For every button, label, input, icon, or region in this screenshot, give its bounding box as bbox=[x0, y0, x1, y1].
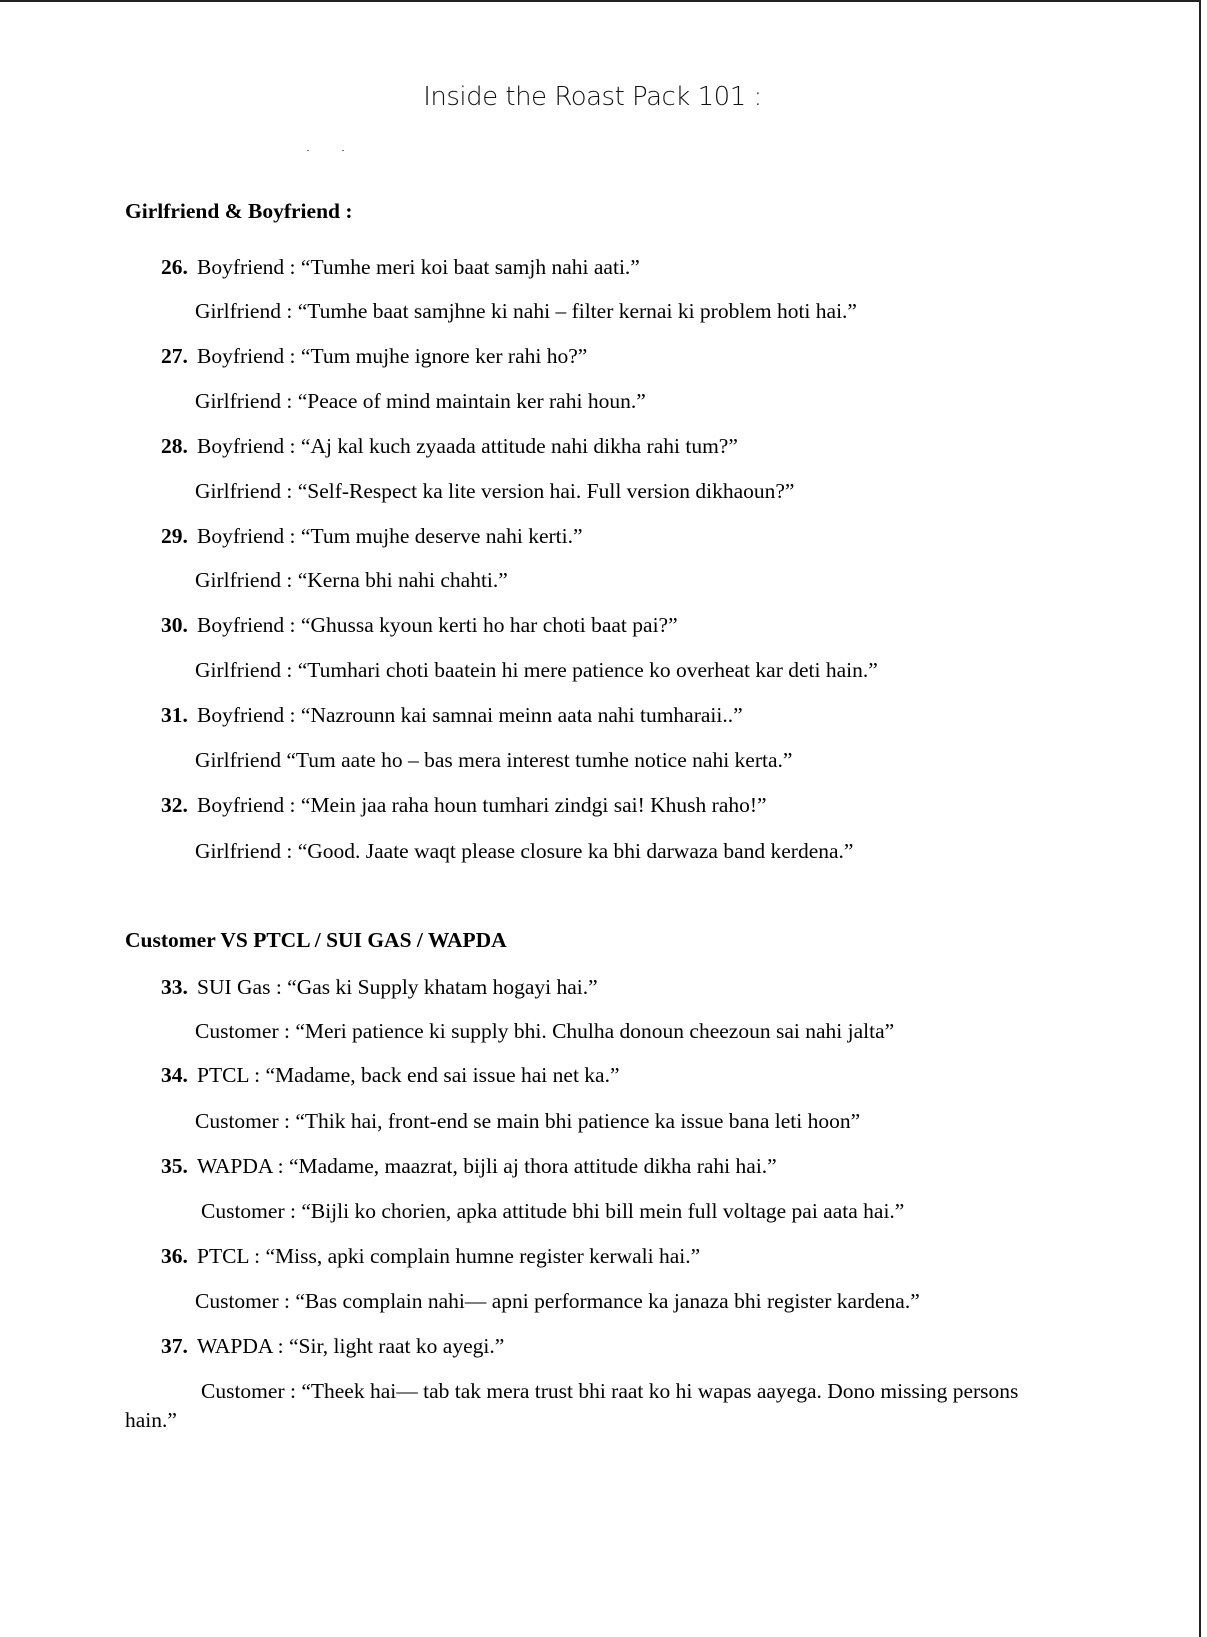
item-reply: Customer : “Bas complain nahi— apni performance ka janaza bhi register kardena.” bbox=[195, 1289, 920, 1313]
item-reply: Customer : “Meri patience ki supply bhi. Chulha donoun cheezoun sai nahi jalta” bbox=[195, 1019, 895, 1043]
item-number: 30. bbox=[161, 613, 188, 637]
item-line: Boyfriend : “Nazrounn kai samnai meinn aata nahi tumharaii..” bbox=[197, 703, 743, 727]
page-border-right bbox=[1199, 0, 1207, 1637]
item-line: SUI Gas : “Gas ki Supply khatam hogayi hai.” bbox=[197, 975, 598, 999]
item-number: 35. bbox=[161, 1154, 188, 1178]
item-number: 26. bbox=[161, 255, 188, 279]
list-item bbox=[161, 1062, 620, 1088]
stray-mark bbox=[307, 150, 309, 151]
item-number: 33. bbox=[161, 975, 188, 999]
list-item bbox=[161, 612, 678, 638]
item-line: Boyfriend : “Tum mujhe deserve nahi kerti.” bbox=[197, 524, 583, 548]
item-reply: Girlfriend : “Good. Jaate waqt please closure ka bhi darwaza band kerdena.” bbox=[195, 839, 854, 863]
item-number: 32. bbox=[161, 793, 188, 817]
section-heading: Customer VS PTCL / SUI GAS / WAPDA bbox=[125, 928, 507, 952]
list-item bbox=[161, 523, 583, 549]
item-line: Boyfriend : “Ghussa kyoun kerti ho har choti baat pai?” bbox=[197, 613, 678, 637]
item-line: PTCL : “Madame, back end sai issue hai net ka.” bbox=[197, 1063, 620, 1087]
item-number: 31. bbox=[161, 703, 188, 727]
list-item bbox=[161, 974, 598, 1000]
item-line: Boyfriend : “Aj kal kuch zyaada attitude nahi dikha rahi tum?” bbox=[197, 434, 738, 458]
list-item bbox=[161, 343, 587, 369]
page-border-top bbox=[0, 0, 1207, 2]
item-line: Boyfriend : “Tum mujhe ignore ker rahi ho?” bbox=[197, 344, 588, 368]
item-reply: Customer : “Thik hai, front-end se main bhi patience ka issue bana leti hoon” bbox=[195, 1109, 861, 1133]
item-reply-continued: hain.” bbox=[125, 1408, 177, 1432]
item-line: Boyfriend : “Mein jaa raha houn tumhari zindgi sai! Khush raho!” bbox=[197, 793, 767, 817]
list-item bbox=[161, 433, 738, 459]
list-item bbox=[161, 792, 767, 818]
item-number: 29. bbox=[161, 524, 188, 548]
item-line: PTCL : “Miss, apki complain humne register kerwali hai.” bbox=[197, 1244, 701, 1268]
item-reply: Customer : “Theek hai— tab tak mera trust bhi raat ko hi wapas aayega. Dono missing persons bbox=[201, 1379, 1019, 1403]
list-item bbox=[161, 702, 743, 728]
document-title: Inside the Roast Pack 101 : bbox=[423, 82, 762, 112]
item-number: 34. bbox=[161, 1063, 188, 1087]
item-reply: Customer : “Bijli ko chorien, apka attitude bhi bill mein full voltage pai aata hai.” bbox=[201, 1199, 905, 1223]
item-reply: Girlfriend : “Kerna bhi nahi chahti.” bbox=[195, 568, 508, 592]
item-reply: Girlfriend : “Tumhe baat samjhne ki nahi – filter kernai ki problem hoti hai.” bbox=[195, 299, 857, 323]
item-number: 36. bbox=[161, 1244, 188, 1268]
item-line: WAPDA : “Madame, maazrat, bijli aj thora attitude dikha rahi hai.” bbox=[197, 1154, 777, 1178]
item-number: 28. bbox=[161, 434, 188, 458]
stray-mark bbox=[342, 150, 344, 151]
item-number: 27. bbox=[161, 344, 188, 368]
item-number: 37. bbox=[161, 1334, 188, 1358]
section-heading: Girlfriend & Boyfriend : bbox=[125, 199, 353, 223]
item-reply: Girlfriend “Tum aate ho – bas mera interest tumhe notice nahi kerta.” bbox=[195, 748, 793, 772]
item-reply: Girlfriend : “Tumhari choti baatein hi mere patience ko overheat kar deti hain.” bbox=[195, 658, 878, 682]
list-item bbox=[161, 254, 640, 280]
list-item bbox=[161, 1243, 700, 1269]
list-item bbox=[161, 1153, 777, 1179]
item-reply: Girlfriend : “Self-Respect ka lite version hai. Full version dikhaoun?” bbox=[195, 479, 795, 503]
item-reply: Girlfriend : “Peace of mind maintain ker rahi houn.” bbox=[195, 389, 646, 413]
item-line: WAPDA : “Sir, light raat ko ayegi.” bbox=[197, 1334, 505, 1358]
list-item bbox=[161, 1333, 504, 1359]
item-line: Boyfriend : “Tumhe meri koi baat samjh nahi aati.” bbox=[197, 255, 640, 279]
